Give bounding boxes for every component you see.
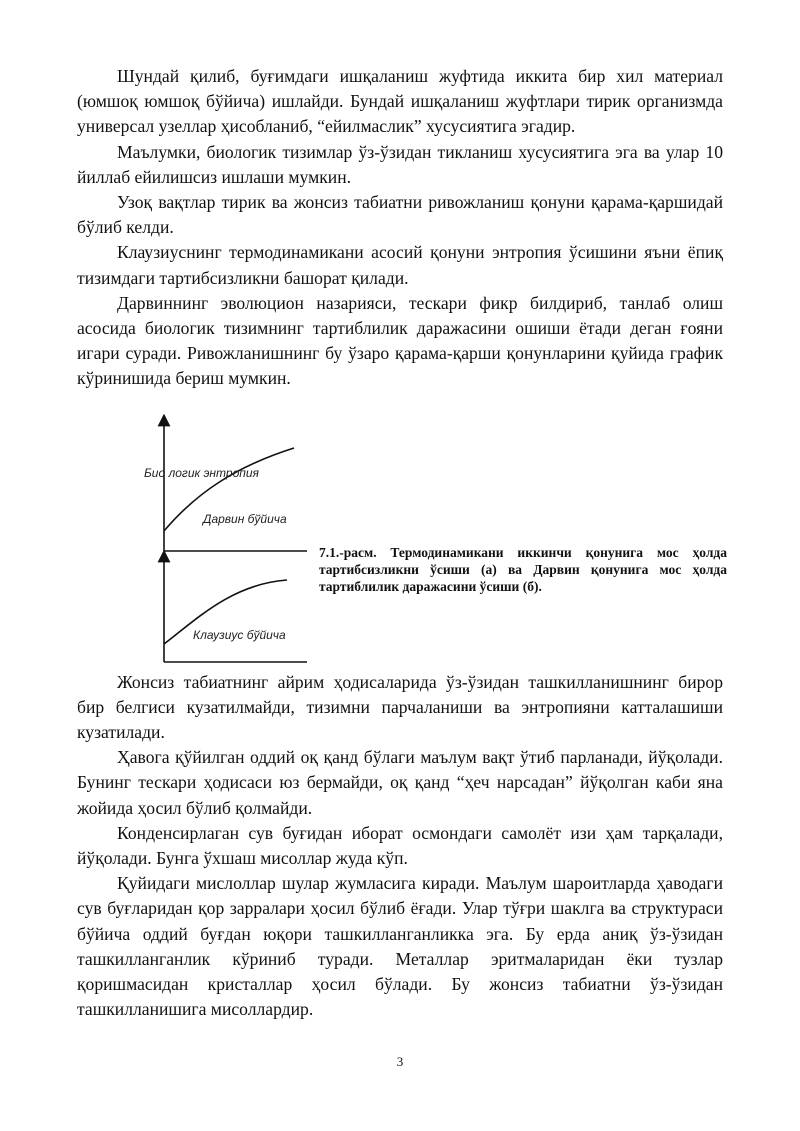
diagram-graphs — [137, 414, 317, 664]
paragraph: Маълумки, биологик тизимлар ўз-ўзидан тикланиш хусусиятига эга ва улар 10 йиллаб ейилишсиз ишлаши мумкин. — [77, 141, 723, 187]
paragraph: Клаузиуснинг термодинамикани асосий қонуни энтропия ўсишини яъни ёпиқ тизимдаги тартибсизликни башорат қилади. — [77, 242, 723, 288]
document-page — [77, 64, 727, 1022]
figure-caption: 7.1.-расм. Термодинамикани иккинчи қонунига мос ҳолда тартибсизликни ўсиши (а) ва Дарвин қонунига мос ҳолда тартиблилик даражасини ўсиши (б). — [319, 544, 727, 594]
label-biological-entropy: Био логик энтропия — [144, 465, 259, 480]
figure-7-1 — [77, 406, 727, 668]
label-clausius: Клаузиус бўйича — [193, 627, 286, 642]
paragraph: Дарвиннинг эволюцион назарияси, тескари фикр билдириб, танлаб олиш асосида биологик тизимнинг тартиблилик даражасини ошиши ётади деган ғояни игари суради. Ривожланишнинг бу ўзаро қарама-қарши қонунларини қуйида график кўринишида бериш мумкин. — [77, 292, 723, 389]
paragraph: Шундай қилиб, буғимдаги ишқаланиш жуфтида иккита бир хил материал (юмшоқ юмшоқ бўйича) ишлайди. Бундай ишқаланиш жуфтлари тирик организмда универсал узеллар ҳисобланиб, “ейилмаслик” хусусиятига эгадир. — [77, 66, 723, 137]
label-darwin: Дарвин бўйича — [203, 511, 287, 526]
paragraph: Узоқ вақтлар тирик ва жонсиз табиатни ривожланиш қонуни қарама-қаршидай бўлиб келди. — [77, 192, 723, 238]
text-block-top — [77, 64, 723, 392]
paragraph: Ҳавога қўйилган оддий оқ қанд бўлаги маълум вақт ўтиб парланади, йўқолади. Бунинг тескари ҳодисаси юз бермайди, оқ қанд “ҳеч нарсадан” йўқолган каби яна жойида ҳосил бўлиб қолмайди. — [77, 747, 723, 818]
text-block-bottom — [77, 670, 723, 1023]
paragraph: Конденсирлаган сув буғидан иборат осмондаги самолёт изи ҳам тарқалади, йўқолади. Бунга ўхшаш мисоллар жуда кўп. — [77, 822, 723, 869]
paragraph: Жонсиз табиатнинг айрим ҳодисаларида ўз-ўзидан ташкилланишнинг бирор бир белгиси кузатилмайди, тизимни парчаланиши ва энтропияни катталашиши кузатилади. — [77, 671, 723, 743]
paragraph: Қуйидаги мислоллар шулар жумласига киради. Маълум шароитларда ҳаводаги сув буғларидан қор зарралари ҳосил бўлиб ёғади. Улар тўғри шаклга ва структураси бўйича оддий буғдан юқори ташкилланганликка эга. Бу ерда аниқ ўз-ўзидан ташкилланганлик кўриниб туради. Металлар эритмаларидан ёки тузлар қоришмасидан кристаллар ҳосил бўлади. Бу жонсиз табиатни ўз-ўзидан ташкилланишига мисоллардир. — [77, 873, 723, 1020]
page-number: 3 — [396, 1054, 404, 1069]
